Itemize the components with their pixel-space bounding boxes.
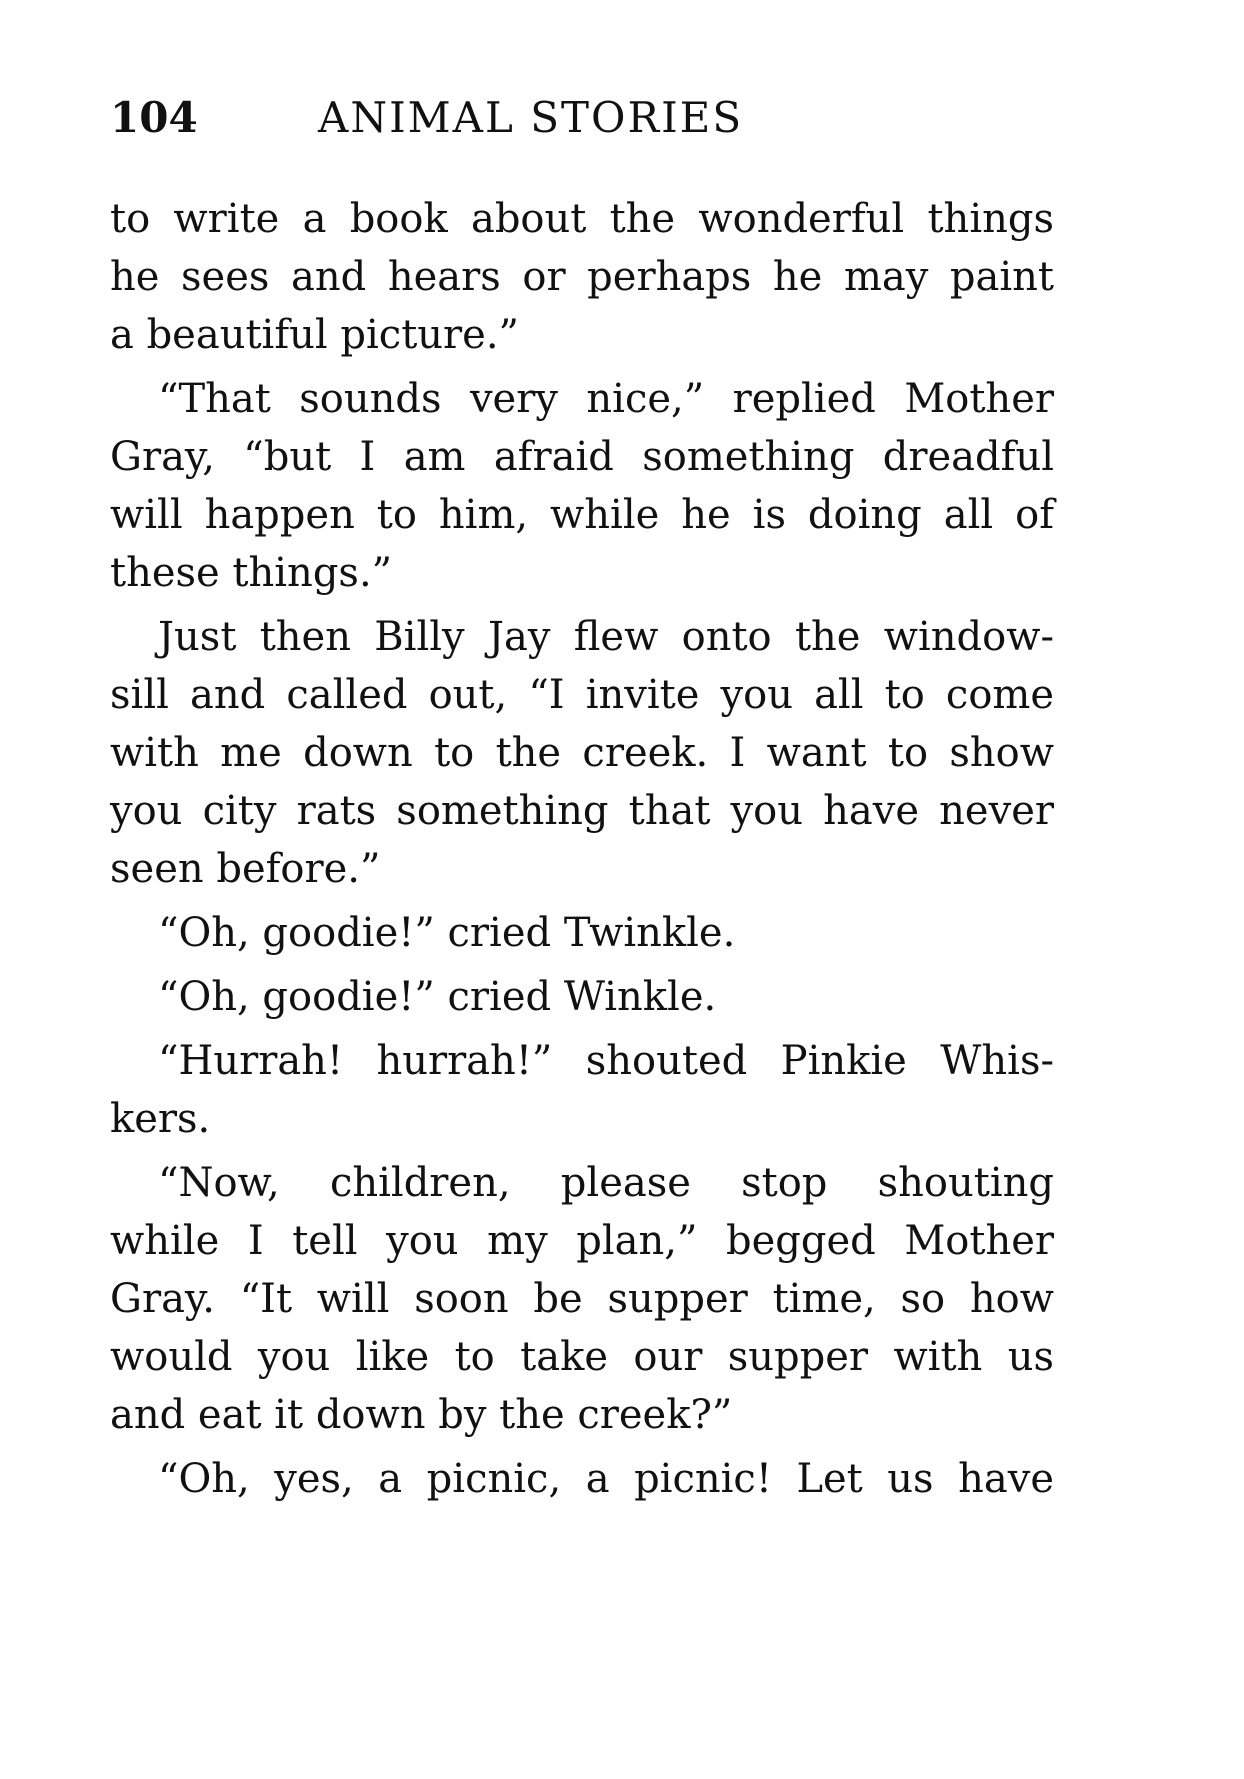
text-line: with me down to the creek. I want to show [110,730,1054,776]
book-title: ANIMAL STORIES [318,93,744,142]
paragraph [110,370,1054,602]
paragraph [110,968,1054,1026]
text-line: would you like to take our supper with us [110,1334,1054,1380]
text-line: kers. [110,1096,211,1142]
text-line: “Oh, yes, a picnic, a picnic! Let us have [158,1456,1054,1502]
text-line: will happen to him, while he is doing all of [110,492,1054,538]
paragraph [110,904,1054,962]
text-line: “Now, children, please stop shouting [158,1160,1054,1206]
paragraph [110,1032,1054,1148]
text-line: Gray. “It will soon be supper time, so how [110,1276,1054,1322]
paragraph [110,190,1054,364]
text-line: while I tell you my plan,” begged Mother [110,1218,1054,1264]
page-text [110,190,1054,1514]
running-head [110,88,1060,148]
text-line: “Hurrah! hurrah!” shouted Pinkie Whis- [158,1038,1054,1084]
text-line: Gray, “but I am afraid something dreadful [110,434,1054,480]
text-line: “That sounds very nice,” replied Mother [158,376,1054,422]
text-line: and eat it down by the creek?” [110,1392,733,1438]
text-line: to write a book about the wonderful things [110,196,1054,242]
paragraph [110,1154,1054,1444]
text-line: “Oh, goodie!” cried Twinkle. [158,910,736,956]
text-line: seen before.” [110,846,381,892]
paragraph [110,608,1054,898]
page-number: 104 [110,93,198,142]
paragraph [110,1450,1054,1508]
text-line: sill and called out, “I invite you all to come [110,672,1054,718]
text-line: Just then Billy Jay flew onto the window- [158,614,1054,660]
text-line: these things.” [110,550,393,596]
text-line: a beautiful picture.” [110,312,519,358]
text-line: you city rats something that you have never [110,788,1054,834]
text-line: he sees and hears or perhaps he may paint [110,254,1054,300]
text-line: “Oh, goodie!” cried Winkle. [158,974,717,1020]
